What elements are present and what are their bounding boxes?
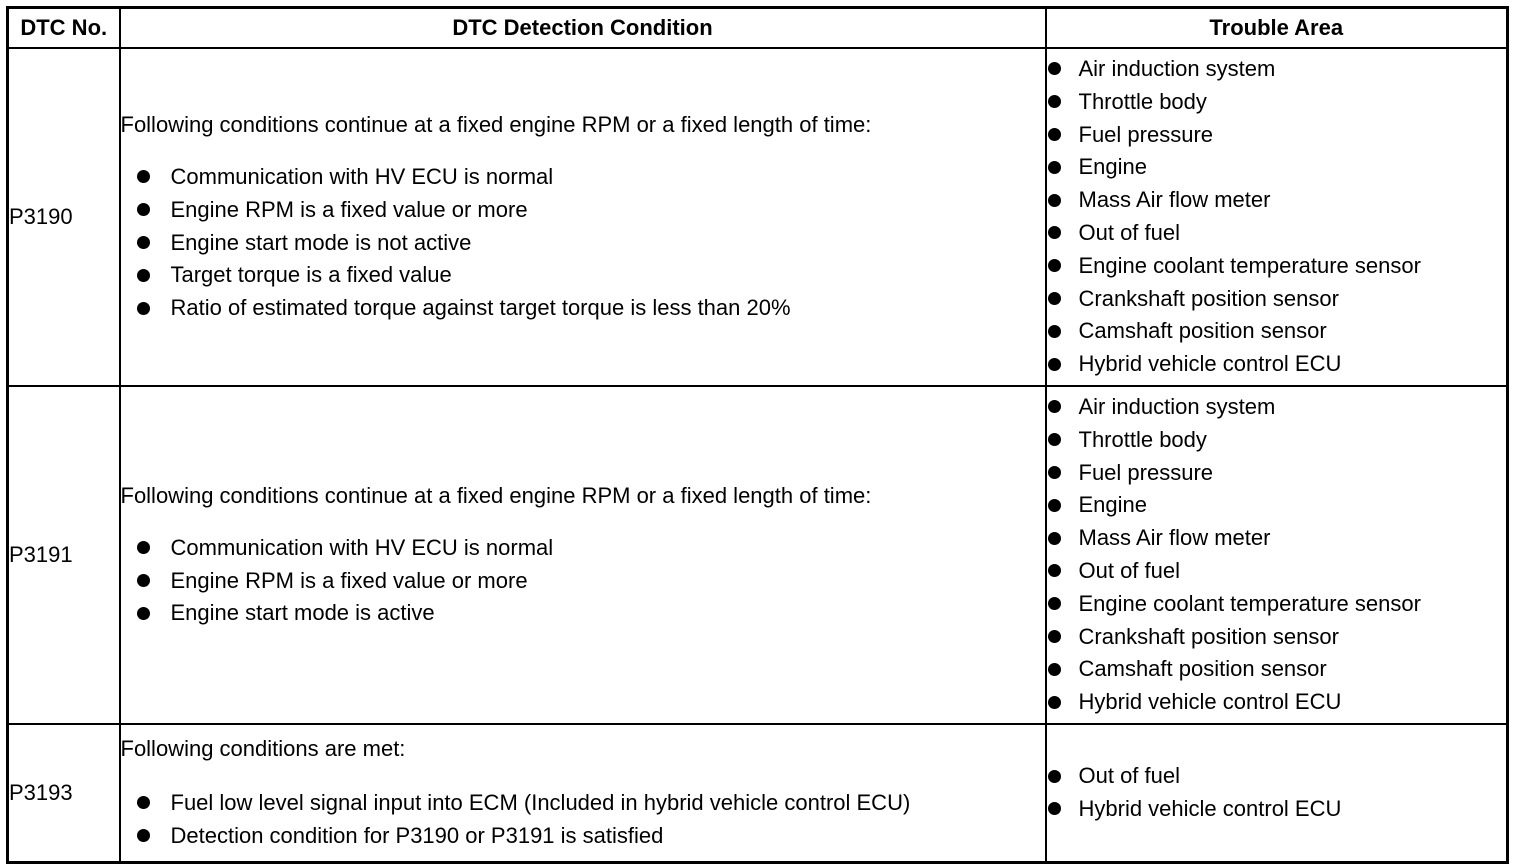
condition-intro: Following conditions continue at a fixed engine RPM or a fixed length of time: [120,112,872,137]
condition-intro: Following conditions are met: [120,736,406,761]
trouble-area-item [1047,555,1507,588]
trouble-area-text: Crankshaft position sensor [1078,623,1339,649]
trouble-area-text: Hybrid vehicle control ECU [1078,689,1342,715]
condition-text: Communication with HV ECU is normal [170,534,554,560]
bullet-icon [1048,62,1061,75]
bullet-icon [1048,630,1061,643]
trouble-area-item [1047,53,1507,86]
condition-item [121,259,1045,292]
trouble-area-cell [1046,386,1508,724]
condition-item [121,227,1045,260]
trouble-area-item [1047,151,1507,184]
bullet-icon [137,236,150,249]
bullet-icon [1048,597,1061,610]
trouble-area-text: Engine [1078,154,1148,180]
header-dtc-no: DTC No. [8,8,120,49]
trouble-area-item [1047,184,1507,217]
condition-text: Communication with HV ECU is normal [170,164,554,189]
trouble-area-item [1047,424,1507,457]
condition-text: Engine start mode is not active [170,229,472,255]
bullet-icon [1048,161,1061,174]
bullet-icon [137,574,150,587]
bullet-icon [1048,564,1061,577]
condition-item [121,565,1045,598]
trouble-area-item [1047,86,1507,119]
bullet-icon [1048,770,1061,783]
bullet-icon [1048,128,1061,141]
trouble-area-text: Engine coolant temperature sensor [1078,590,1421,616]
trouble-area-item [1047,686,1507,719]
trouble-area-text: Air induction system [1078,56,1276,82]
condition-text: Engine RPM is a fixed value or more [170,567,528,593]
trouble-area-text: Throttle body [1078,88,1207,114]
bullet-icon [1048,226,1061,239]
trouble-area-text: Fuel pressure [1078,121,1214,147]
trouble-area-item [1047,283,1507,316]
trouble-area-text: Out of fuel [1078,220,1181,245]
condition-text: Ratio of estimated torque against target torque is less than 20% [170,295,791,321]
bullet-icon [1048,433,1061,446]
trouble-area-item [1047,588,1507,621]
dtc-code: P3193 [8,724,120,863]
bullet-icon [137,541,150,554]
trouble-area-item [1047,250,1507,283]
condition-item [121,194,1045,227]
bullet-icon [1048,292,1061,305]
trouble-area-text: Air induction system [1078,394,1276,420]
bullet-icon [137,829,150,842]
detection-condition-cell [120,48,1046,386]
bullet-icon [1048,259,1061,272]
condition-text: Target torque is a fixed value [170,262,452,288]
condition-list [121,787,1045,853]
condition-intro: Following conditions continue at a fixed engine RPM or a fixed length of time: [120,482,872,508]
trouble-area-text: Hybrid vehicle control ECU [1078,796,1342,821]
bullet-icon [1048,663,1061,676]
table-row [8,48,1508,386]
bullet-icon [137,796,150,809]
trouble-area-item [1047,489,1507,522]
condition-item [121,532,1045,565]
trouble-area-text: Out of fuel [1078,558,1181,583]
header-detection-condition: DTC Detection Condition [120,8,1046,49]
condition-item [121,161,1045,194]
bullet-icon [1048,194,1061,207]
detection-condition-cell [120,386,1046,724]
bullet-icon [137,203,150,216]
trouble-area-item [1047,315,1507,348]
trouble-area-text: Throttle body [1078,426,1207,452]
bullet-icon [1048,325,1061,338]
condition-text: Engine RPM is a fixed value or more [170,196,528,222]
trouble-area-item [1047,522,1507,555]
trouble-area-item [1047,621,1507,654]
condition-text: Fuel low level signal input into ECM (Included in hybrid vehicle control ECU) [170,790,911,815]
dtc-code: P3190 [8,48,120,386]
trouble-area-item [1047,653,1507,686]
trouble-area-text: Mass Air flow meter [1078,525,1271,551]
condition-text: Detection condition for P3190 or P3191 is satisfied [170,822,664,848]
trouble-area-list [1047,391,1507,719]
trouble-area-item [1047,217,1507,250]
bullet-icon [1048,532,1061,545]
bullet-icon [137,170,150,183]
condition-item [121,597,1045,630]
trouble-area-item [1047,348,1507,381]
trouble-area-cell [1046,724,1508,863]
condition-item [121,787,1045,820]
header-trouble-area: Trouble Area [1046,8,1508,49]
header-row [8,8,1508,49]
condition-text: Engine start mode is active [170,600,435,626]
trouble-area-text: Crankshaft position sensor [1078,285,1339,311]
trouble-area-text: Engine coolant temperature sensor [1078,252,1421,278]
trouble-area-cell [1046,48,1508,386]
bullet-icon [1048,696,1061,709]
table-body [8,48,1508,863]
trouble-area-text: Mass Air flow meter [1078,187,1271,213]
bullet-icon [1048,499,1061,512]
trouble-area-text: Out of fuel [1078,763,1181,789]
bullet-icon [137,302,150,315]
trouble-area-item [1047,793,1507,826]
trouble-area-item [1047,457,1507,490]
bullet-icon [1048,400,1061,413]
bullet-icon [137,269,150,282]
trouble-area-item [1047,391,1507,424]
trouble-area-list [1047,760,1507,826]
bullet-icon [1048,95,1061,108]
bullet-icon [1048,802,1061,815]
bullet-icon [1048,466,1061,479]
trouble-area-text: Camshaft position sensor [1078,318,1327,344]
trouble-area-text: Engine [1078,492,1148,518]
condition-item [121,292,1045,325]
bullet-icon [137,607,150,620]
condition-list [121,532,1045,630]
bullet-icon [1048,358,1061,371]
trouble-area-text: Camshaft position sensor [1078,656,1327,682]
trouble-area-item [1047,760,1507,793]
dtc-table [6,6,1509,864]
trouble-area-list [1047,53,1507,381]
trouble-area-text: Fuel pressure [1078,459,1214,485]
table-row [8,386,1508,724]
trouble-area-text: Hybrid vehicle control ECU [1078,351,1342,377]
detection-condition-cell [120,724,1046,863]
trouble-area-item [1047,119,1507,152]
dtc-code: P3191 [8,386,120,724]
table-row [8,724,1508,863]
condition-list [121,161,1045,325]
condition-item [121,820,1045,853]
